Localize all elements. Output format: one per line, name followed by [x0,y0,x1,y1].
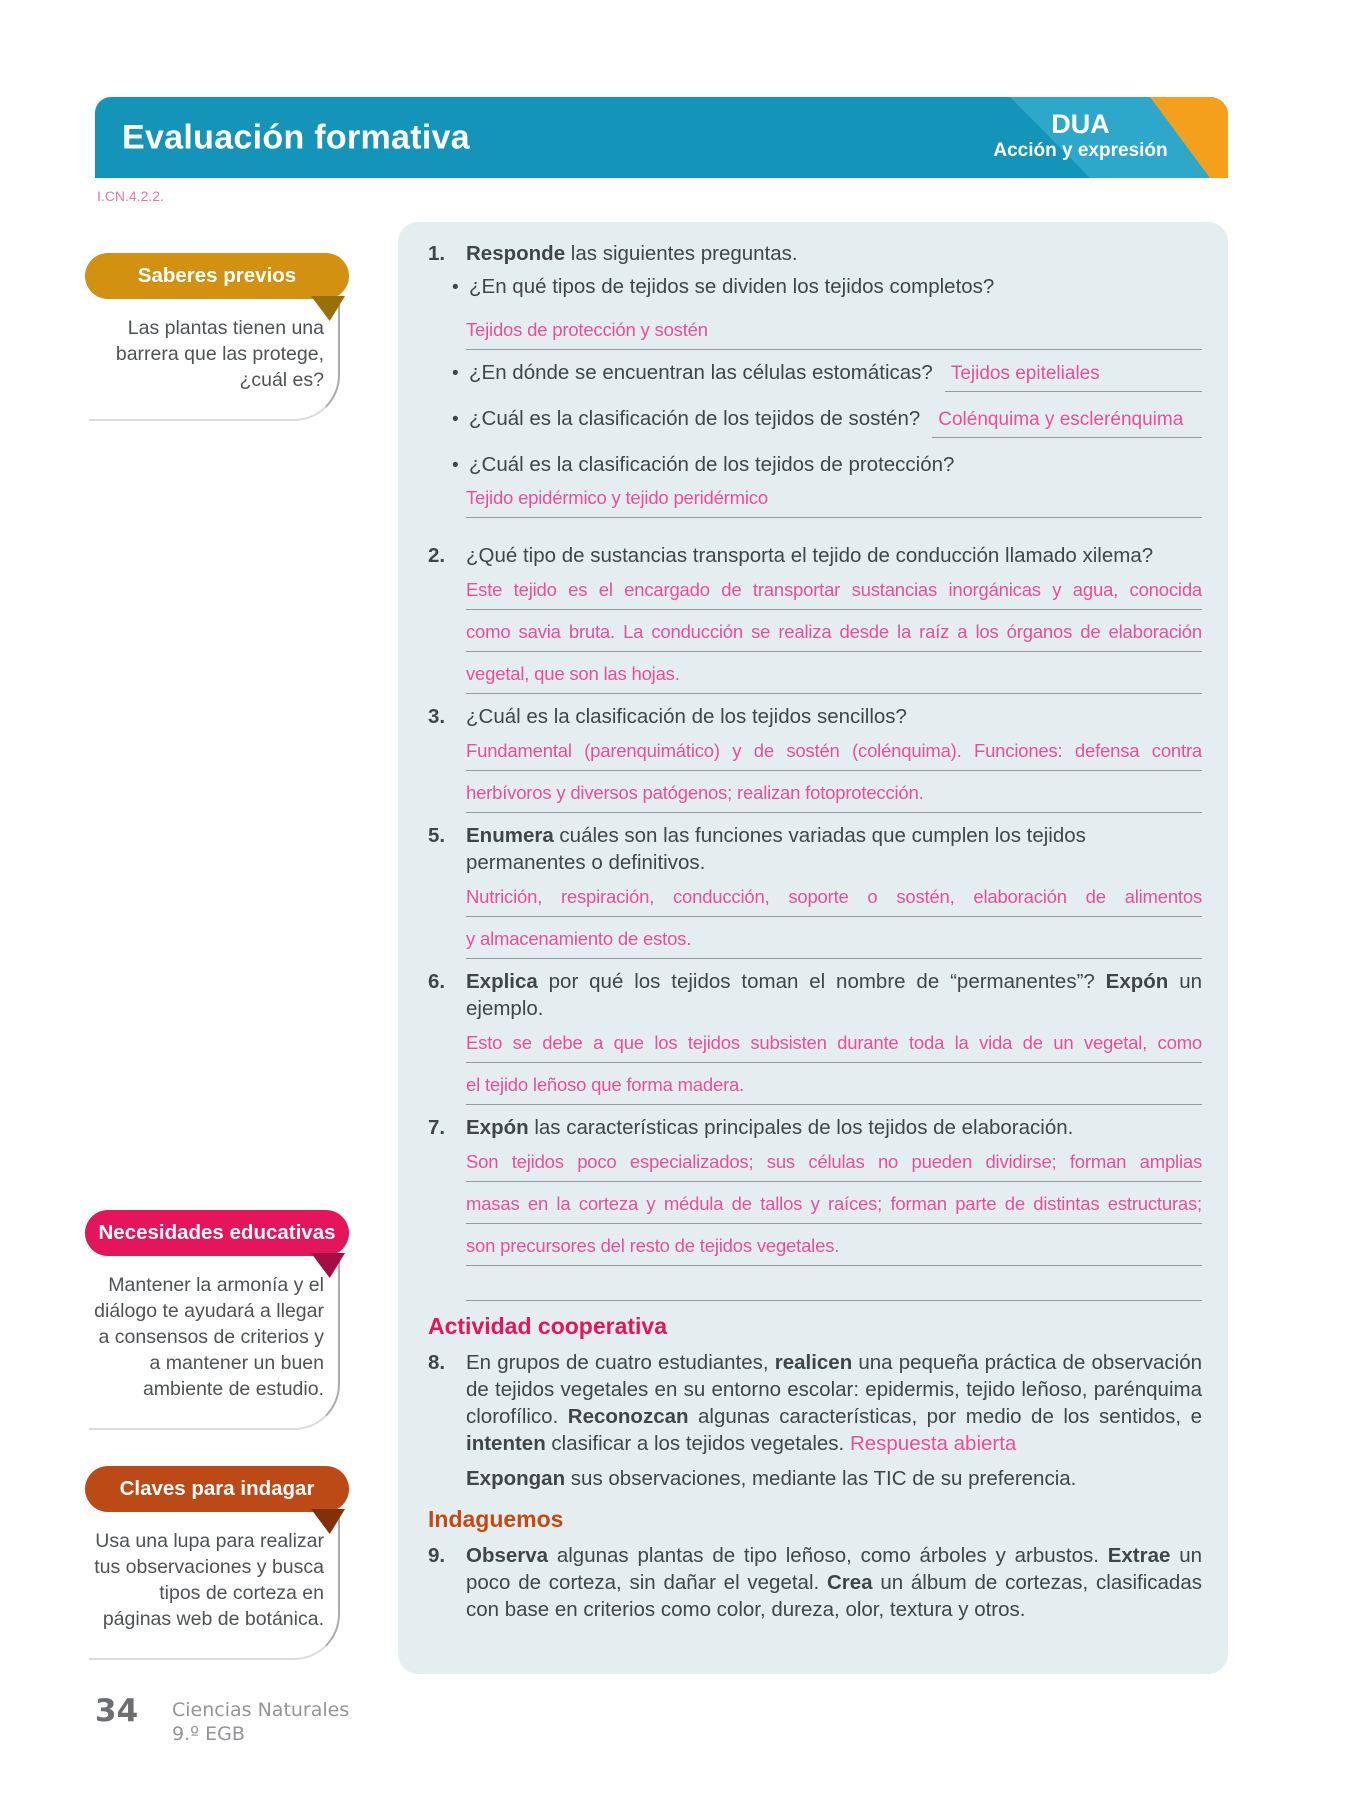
question-item [428,542,1202,569]
answer-line: Tejidos de protección y sostén [466,317,1202,350]
text-run: Crea [826,1571,873,1594]
answer-block [466,738,1202,813]
answer-inline: Colénquima y esclerénquima [932,406,1202,438]
question-item [428,1542,1202,1623]
question-item [428,240,1202,267]
question-number: 3. [428,705,446,728]
question-text [466,968,1202,1022]
content-panel [398,222,1228,1674]
answer-block [466,577,1202,694]
question-item [428,968,1202,1022]
question-text [466,240,1202,267]
answer-line: vegetal, que son las hojas. [466,661,1202,694]
answer-line: Este tejido es el encargado de transportar sustancias inorgánicas y agua, conocida [466,577,1202,610]
text-run: por qué los tejidos toman el nombre de “permanentes”? [537,970,1106,993]
text-run: Extrae [1107,1544,1171,1567]
page-title: Evaluación formativa [122,118,471,156]
text-run: algunas características, por medio de los sentidos, e [688,1405,1202,1428]
question-text [466,822,1202,876]
answer-line: como savia bruta. La conducción se realiza desde la raíz a los órganos de elaboración [466,619,1202,652]
question-text [466,542,1202,569]
callout-title [85,253,349,299]
callout-title-label: Saberes previos [137,264,297,287]
bullet-text: ¿Cuál es la clasificación de los tejidos de sostén? [469,407,921,430]
text-run: Expón [466,1116,529,1139]
bullet-item [428,405,1202,438]
text-run: un ejemplo. [466,970,1202,1020]
curriculum-code: I.CN.4.2.2. [97,188,164,204]
answer-line: Son tejidos poco especializados; sus células no pueden dividirse; forman amplias [466,1149,1202,1182]
question-number: 8. [428,1351,446,1374]
answer-line: y almacenamiento de estos. [466,926,1202,959]
footer-grade: 9.º EGB [172,1723,245,1745]
dua-badge [988,109,1173,163]
text-run: Expongan [466,1467,566,1490]
callout-text: Mantener la armonía y el diálogo te ayudará a llegar a consensos de criterios y a mantener un buen ambiente de estudio. [89,1256,340,1430]
answer-line: Tejido epidérmico y tejido peridérmico [466,485,1202,518]
question-text [466,1349,1202,1457]
bullet-item [428,359,1202,392]
answer-line: herbívoros y diversos patógenos; realizan fotoprotección. [466,780,1202,813]
answer-block [466,884,1202,959]
dua-label: DUA [1051,109,1110,139]
answer-block [466,1149,1202,1301]
page-number: 34 [95,1693,139,1729]
header-bar [95,97,1228,178]
footer-course-info [172,1698,349,1746]
question-item [428,822,1202,876]
questions-container [398,222,1228,1623]
text-run: un poco de corteza, sin dañar el vegetal. [466,1544,1202,1594]
answer-line [466,1275,1202,1301]
text-run: cuáles son las funciones variadas que cumplen los tejidos permanentes o definitivos. [466,824,1086,874]
dua-subtitle: Acción y expresión [993,140,1168,161]
open-answer-note: Respuesta abierta [849,1432,1017,1455]
text-run: las características principales de los tejidos de elaboración. [528,1116,1074,1139]
answer-line: el tejido leñoso que forma madera. [466,1072,1202,1105]
callout-saberes-previos [85,253,349,421]
text-run: intenten [466,1432,546,1455]
text-run: sus observaciones, mediante las TIC de su preferencia. [565,1467,1077,1490]
answer-line: son precursores del resto de tejidos vegetales. [466,1233,1202,1266]
callout-claves-para-indagar [85,1466,349,1660]
paragraph [428,1465,1202,1492]
section-heading: Indaguemos [428,1506,564,1532]
answer-block [466,317,1202,350]
bullet-item [428,451,1202,479]
bullet-text [469,273,1202,300]
question-number: 6. [428,970,446,993]
answer-block [466,485,1202,518]
text-run: Responde [466,242,566,265]
paragraph-text [466,1465,1202,1492]
footer-course: Ciencias Naturales [172,1699,350,1721]
callout-title-label: Necesidades educativas [98,1221,336,1244]
bullet-text: ¿En dónde se encuentran las células estomáticas? [469,361,933,384]
question-number: 5. [428,824,446,847]
answer-inline: Tejidos epiteliales [945,360,1202,392]
bullet-dot: • [452,409,459,430]
answer-line: Nutrición, respiración, conducción, soporte o sostén, elaboración de alimentos [466,884,1202,917]
question-number: 7. [428,1116,446,1139]
answer-line: masas en la corteza y médula de tallos y raíces; forman parte de distintas estructuras; [466,1191,1202,1224]
question-text [466,1542,1202,1623]
text-run: ¿Qué tipo de sustancias transporta el tejido de conducción llamado xilema? [466,544,1154,567]
answer-line: Esto se debe a que los tejidos subsisten durante toda la vida de un vegetal, como [466,1030,1202,1063]
text-run: las siguientes preguntas. [565,242,798,265]
text-run: Expón [1105,970,1169,993]
callout-title [85,1466,349,1512]
callout-text: Las plantas tienen una barrera que las protege, ¿cuál es? [89,299,340,421]
question-item [428,1349,1202,1457]
question-number: 9. [428,1544,446,1567]
bullet-dot: • [452,363,459,384]
text-run: un álbum de cortezas, clasificadas con base en criterios como color, dureza, olor, textura y otros. [466,1571,1202,1621]
answer-line: Fundamental (parenquimático) y de sostén (colénquima). Funciones: defensa contra [466,738,1202,771]
callout-text: Usa una lupa para realizar tus observaciones y busca tipos de corteza en páginas web de botánica. [89,1512,340,1660]
text-run: algunas plantas de tipo leñoso, como árboles y arbustos. [548,1544,1108,1567]
bullet-dot: • [452,455,459,476]
text-run: Reconozcan [567,1405,689,1428]
bullet-item [428,273,1202,301]
question-number: 1. [428,242,446,265]
text-run: ¿Cuál es la clasificación de los tejidos de protección? [469,453,955,476]
answer-block [466,1030,1202,1105]
question-number: 2. [428,544,446,567]
callout-title-label: Claves para indagar [119,1477,315,1500]
bullet-dot: • [452,277,459,298]
bullet-text [469,451,1202,478]
text-run: ¿En qué tipos de tejidos se dividen los tejidos completos? [469,275,995,298]
text-run: Observa [466,1544,549,1567]
text-run: realicen [774,1351,853,1374]
text-run: ¿Cuál es la clasificación de los tejidos sencillos? [466,705,907,728]
text-run: clasificar a los tejidos vegetales. [545,1432,850,1455]
text-run: Explica [466,970,538,993]
question-text [466,1114,1202,1141]
text-run: En grupos de cuatro estudiantes, [466,1351,775,1374]
callout-necesidades-educativas [85,1210,349,1430]
question-text [466,703,1202,730]
text-run: una pequeña práctica de observación de tejidos vegetales en su entorno escolar: epidermis, tejido leñoso, parénquima clorofílico. [466,1351,1203,1428]
section-heading: Actividad cooperativa [428,1313,668,1339]
question-item [428,1114,1202,1141]
callout-title [85,1210,349,1256]
text-run: Enumera [466,824,554,847]
question-item [428,703,1202,730]
